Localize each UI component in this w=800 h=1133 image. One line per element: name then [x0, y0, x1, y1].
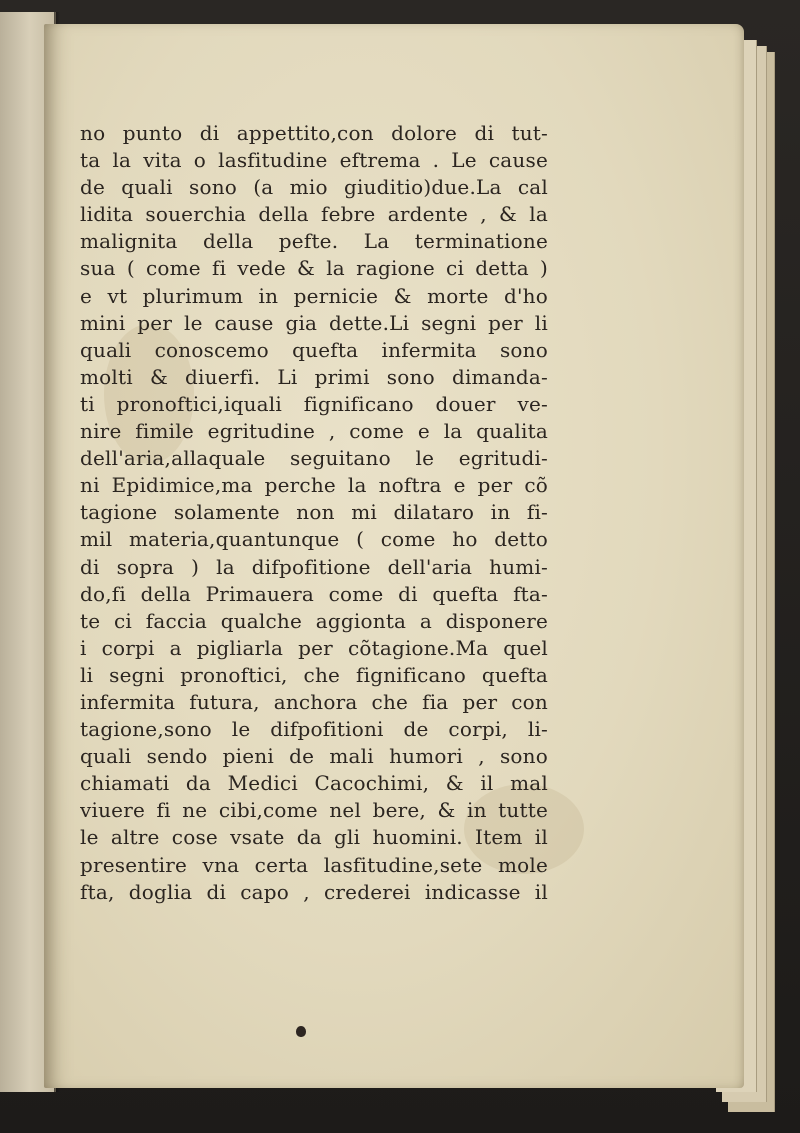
text-line: molti & diuerfi. Li primi sono dimanda-	[80, 364, 548, 389]
text-line: i corpi a pigliarla per cõtagione.Ma quel	[80, 635, 548, 660]
text-line: fta, doglia di capo , crederei indicasse il	[80, 879, 548, 904]
text-line: nire fimile egritudine , come e la qualita	[80, 419, 548, 444]
text-line: li segni pronoftici, che fignificano quefta	[80, 662, 548, 687]
text-line: lidita souerchia della febre ardente , & la	[80, 202, 548, 227]
text-line: quali conoscemo quefta infermita sono	[80, 337, 548, 362]
text-line: tagione solamente non mi dilataro in fi-	[80, 500, 548, 525]
book-page	[44, 24, 744, 1088]
text-line: quali sendo pieni de mali humori , sono	[80, 744, 548, 769]
printer-ornament-mark	[296, 1026, 306, 1037]
text-line: le altre cose vsate da gli huomini. Item il	[80, 825, 548, 850]
text-line: presentire vna certa lasfitudine,sete mole	[80, 852, 548, 877]
text-line: e vt plurimum in pernicie & morte d'ho	[80, 283, 548, 308]
text-line: chiamati da Medici Cacochimi, & il mal	[80, 771, 548, 796]
text-line: ti pronoftici,iquali fignificano douer ve-	[80, 391, 548, 416]
text-line: tagione,sono le difpofitioni de corpi, li-	[80, 717, 548, 742]
text-line: viuere fi ne cibi,come nel bere, & in tutte	[80, 798, 548, 823]
text-line: do,fi della Primauera come di quefta fta-	[80, 581, 548, 606]
text-line: sua ( come fi vede & la ragione ci detta )	[80, 256, 548, 281]
body-text	[80, 120, 548, 906]
text-line: ta la vita o lasfitudine eftrema . Le cause	[80, 148, 548, 173]
text-line: malignita della pefte. La terminatione	[80, 229, 548, 254]
text-line: mil materia,quantunque ( come ho detto	[80, 527, 548, 552]
text-line: mini per le cause gia dette.Li segni per li	[80, 310, 548, 335]
text-line: no punto di appettito,con dolore di tut-	[80, 121, 548, 145]
text-line: dell'aria,allaquale seguitano le egritudi-	[80, 446, 548, 471]
text-line: de quali sono (a mio giuditio)due.La cal	[80, 175, 548, 200]
text-line: infermita futura, anchora che fia per con	[80, 689, 548, 714]
text-line: te ci faccia qualche aggionta a disponere	[80, 608, 548, 633]
text-line: di sopra ) la difpofitione dell'aria humi-	[80, 554, 548, 579]
text-line: ni Epidimice,ma perche la noftra e per cõ	[80, 473, 548, 498]
